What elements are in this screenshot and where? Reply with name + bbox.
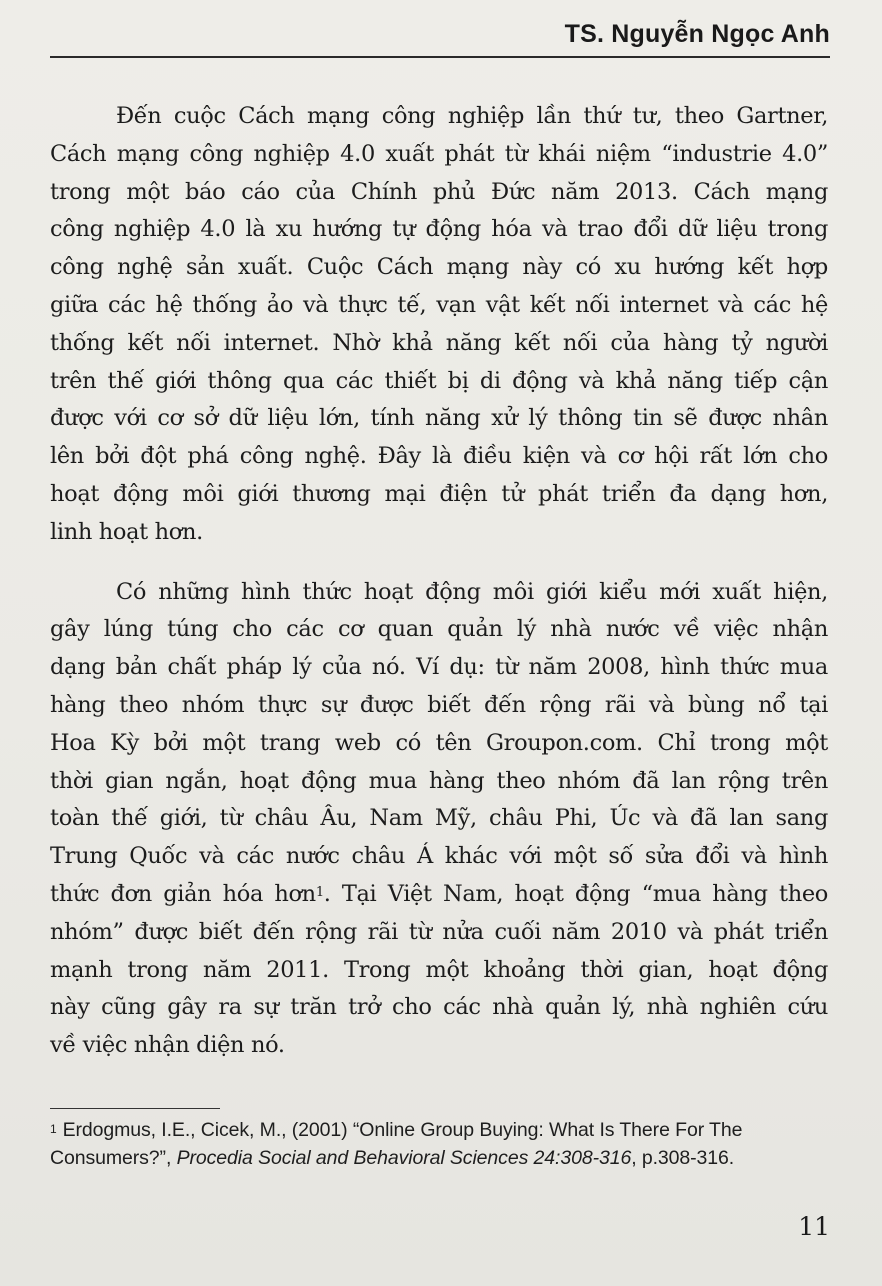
text-segment: . Tại Việt Nam, hoạt động “mua hàng theo (323, 880, 828, 907)
text-line: Hoa Kỳ bởi một trang web có tên Groupon.com. Chỉ trong một (50, 729, 828, 756)
text-line: Có những hình thức hoạt động môi giới kiểu mới xuất hiện, (116, 578, 828, 605)
page-number: 11 (798, 1212, 830, 1241)
body-text (50, 98, 828, 1065)
text-line: toàn thế giới, từ châu Âu, Nam Mỹ, châu Phi, Úc và đã lan sang (50, 805, 828, 832)
text-line: Trung Quốc và các nước châu Á khác với một số sửa đổi và hình (50, 843, 828, 870)
header-author: TS. Nguyễn Ngọc Anh (564, 20, 830, 48)
running-header (50, 16, 830, 58)
text-line: mạnh trong năm 2011. Trong một khoảng thời gian, hoạt động (50, 956, 828, 983)
text-line: hàng theo nhóm thực sự được biết đến rộng rãi và bùng nổ tại (50, 691, 828, 718)
text-segment: thức đơn giản hóa hơn (50, 880, 316, 907)
footnote-line (50, 1116, 832, 1144)
text-line: Đến cuộc Cách mạng công nghiệp lần thứ tư, theo Gartner, (116, 103, 828, 129)
text-line: Cách mạng công nghiệp 4.0 xuất phát từ khái niệm “industrie 4.0” (50, 140, 828, 167)
text-line: công nghiệp 4.0 là xu hướng tự động hóa và trao đổi dữ liệu trong (50, 216, 828, 243)
text-line: gây lúng túng cho các cơ quan quản lý nhà nước về việc nhận (50, 616, 828, 643)
paragraph-1 (50, 98, 828, 552)
footnote-text: Erdogmus, I.E., Cicek, M., (2001) “Online Group Buying: What Is There For The (62, 1119, 743, 1141)
paragraph-2 (50, 574, 828, 1065)
footnote-line (50, 1144, 832, 1172)
footnote-journal: Procedia Social and Behavioral Sciences 24:308-316 (176, 1147, 632, 1169)
text-line: trong một báo cáo của Chính phủ Đức năm 2013. Cách mạng (50, 178, 828, 205)
footnote-ref[interactable]: 1 (315, 884, 324, 900)
text-line: trên thế giới thông qua các thiết bị di động và khả năng tiếp cận (50, 367, 828, 394)
text-line: linh hoạt hơn. (50, 518, 203, 545)
text-line: thống kết nối internet. Nhờ khả năng kết nối của hàng tỷ người (50, 329, 828, 356)
footnote-divider (50, 1108, 220, 1109)
text-line: này cũng gây ra sự trăn trở cho các nhà quản lý, nhà nghiên cứu (50, 994, 828, 1021)
footnote (50, 1116, 832, 1172)
text-line: thời gian ngắn, hoạt động mua hàng theo nhóm đã lan rộng trên (50, 767, 828, 794)
text-line-with-footnote (50, 876, 828, 914)
footnote-marker: 1 (50, 1122, 57, 1136)
text-line: công nghệ sản xuất. Cuộc Cách mạng này có xu hướng kết hợp (50, 254, 828, 281)
footnote-text: , p.308-316. (631, 1147, 735, 1169)
text-line: được với cơ sở dữ liệu lớn, tính năng xử lý thông tin sẽ được nhân (50, 405, 828, 432)
footnote-text: Consumers?”, (50, 1147, 177, 1169)
text-line: lên bởi đột phá công nghệ. Đây là điều kiện và cơ hội rất lớn cho (50, 443, 828, 470)
text-line: về việc nhận diện nó. (50, 1032, 285, 1059)
text-line: nhóm” được biết đến rộng rãi từ nửa cuối năm 2010 và phát triển (50, 918, 828, 945)
text-line: giữa các hệ thống ảo và thực tế, vạn vật kết nối internet và các hệ (50, 291, 828, 318)
text-line: dạng bản chất pháp lý của nó. Ví dụ: từ năm 2008, hình thức mua (50, 654, 828, 681)
text-line: hoạt động môi giới thương mại điện tử phát triển đa dạng hơn, (50, 480, 828, 507)
